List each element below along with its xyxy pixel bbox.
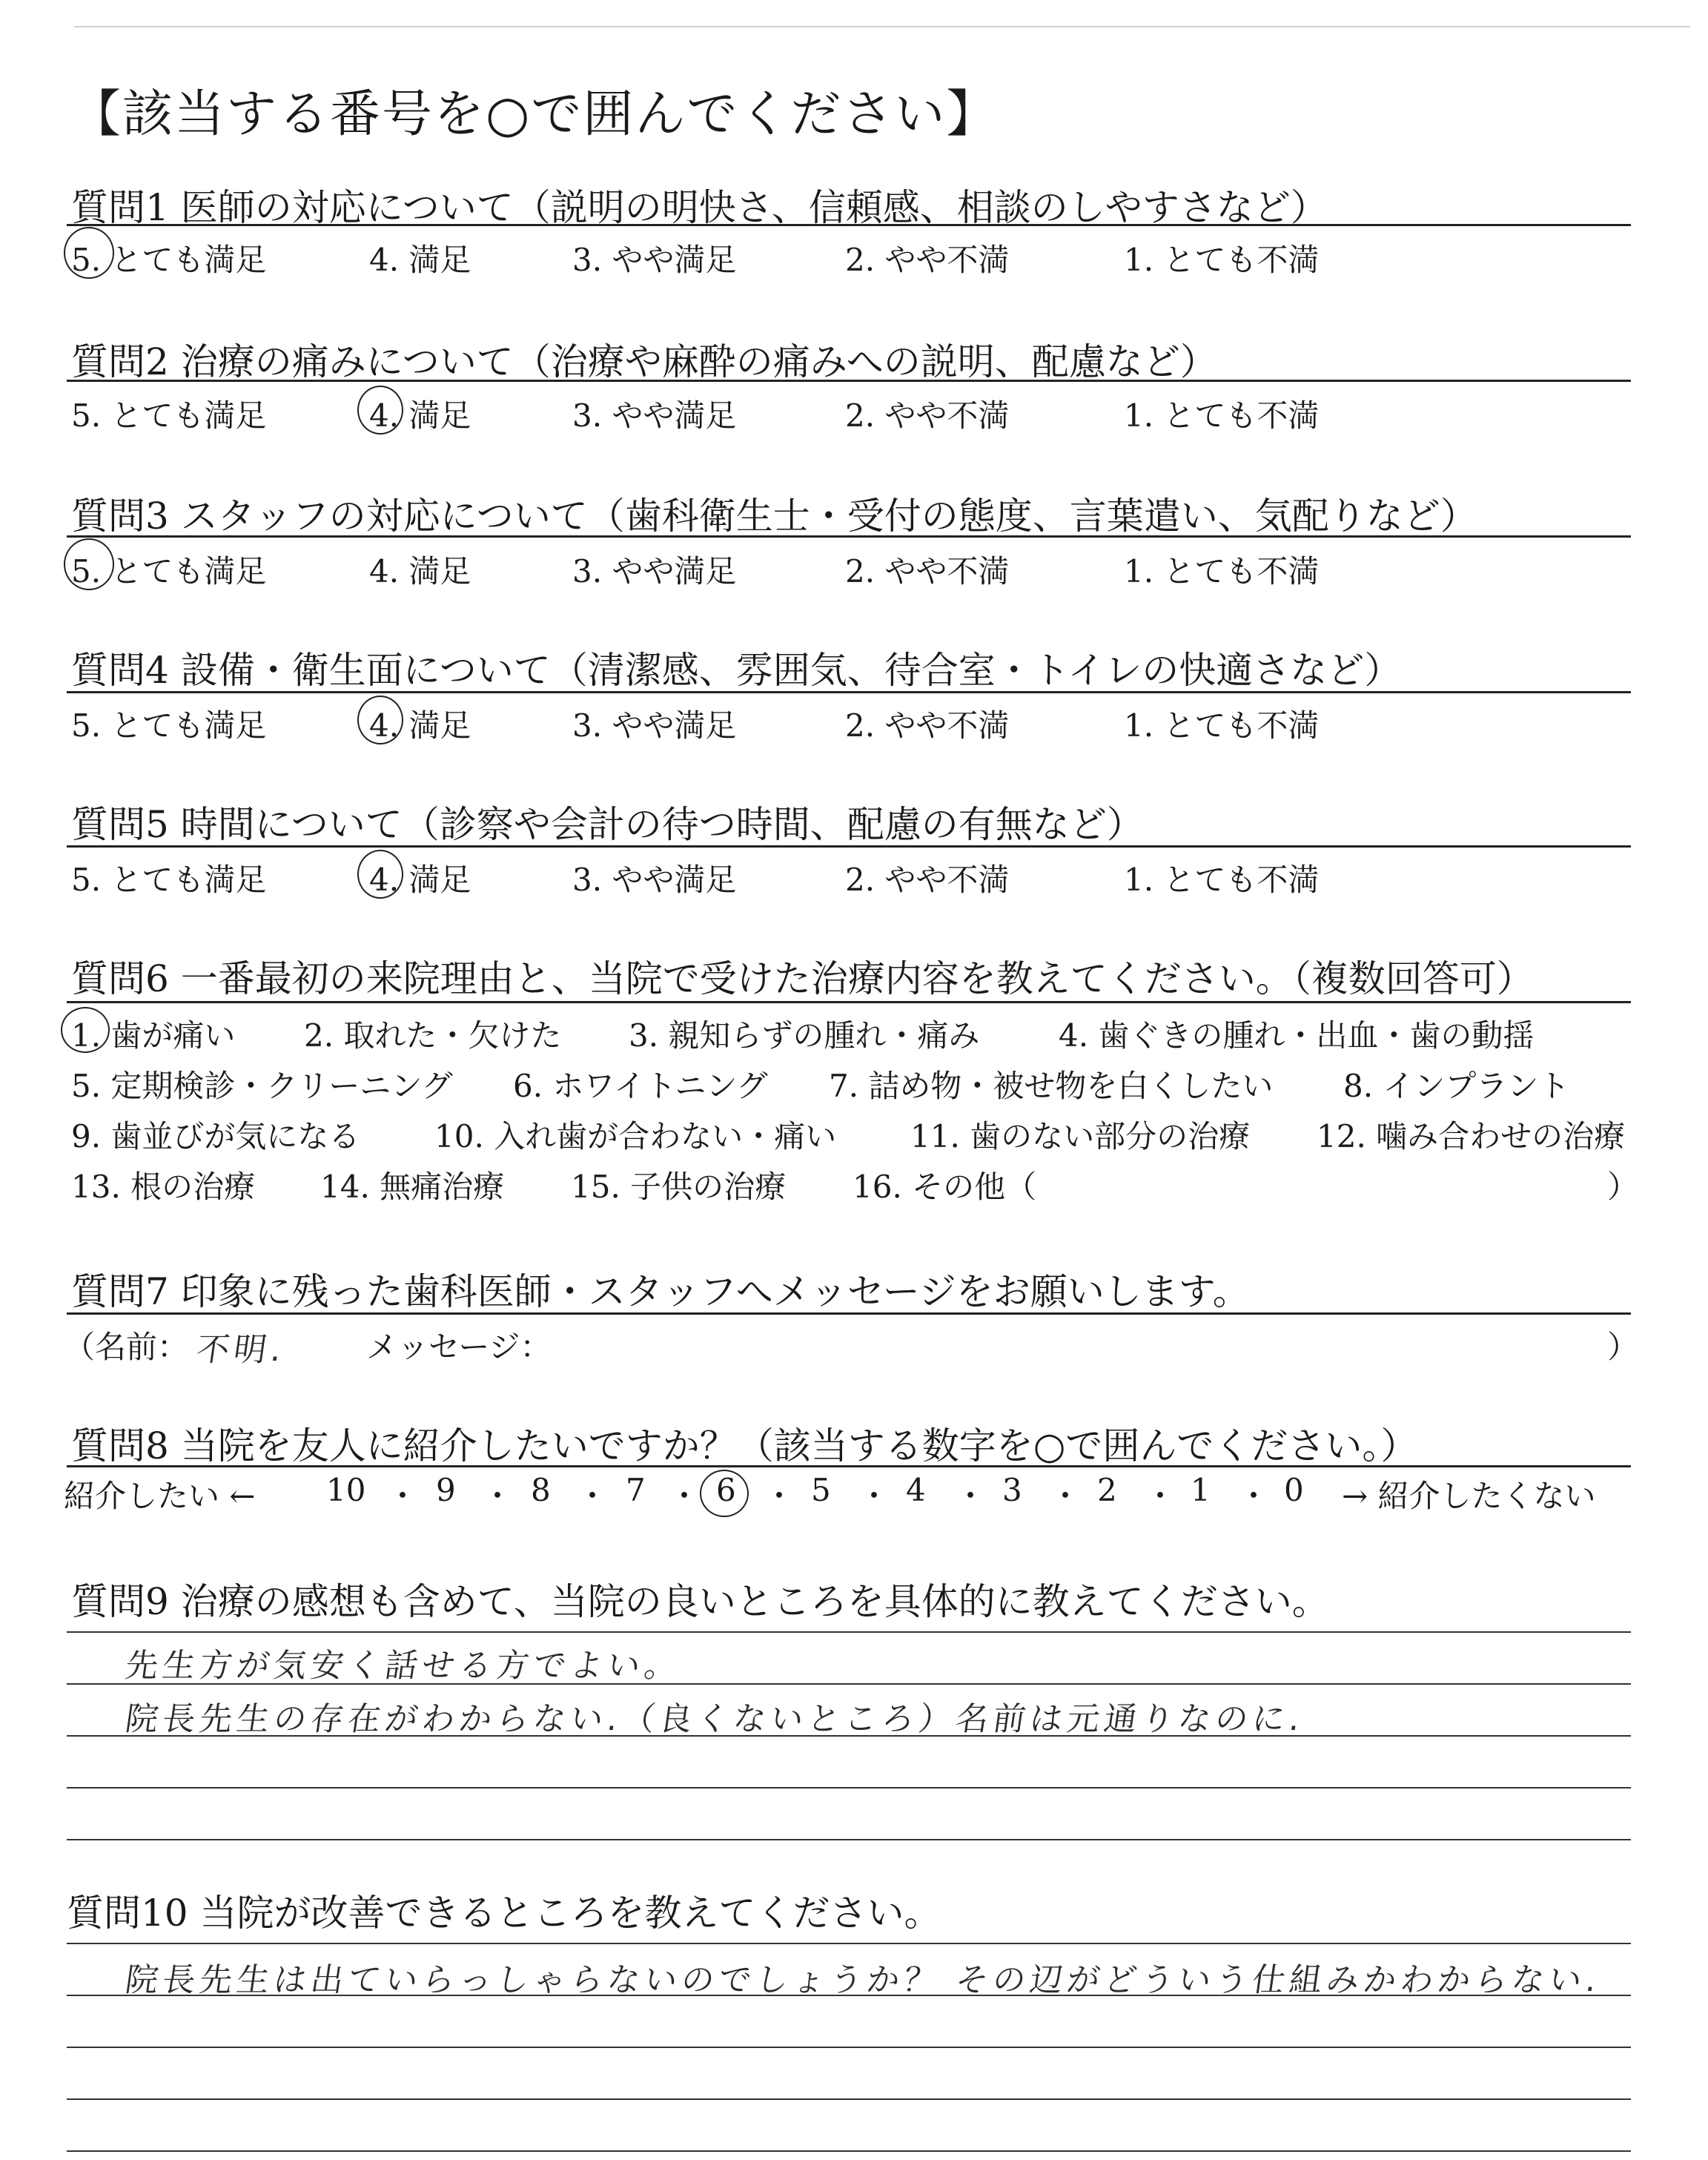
question-6-title: 質問6 一番最初の来院理由と、当院で受けた治療内容を教えてください。（複数回答可） bbox=[71, 957, 1534, 1000]
q8-right-label: → 紹介したくない bbox=[1342, 1478, 1596, 1514]
selection-circle bbox=[64, 538, 114, 590]
q8-scale-1[interactable]: 1 bbox=[1191, 1472, 1211, 1508]
q3-option-3[interactable]: 3. やや満足 bbox=[572, 553, 737, 589]
question-4-title: 質問4 設備・衛生面について（清潔感、雰囲気、待合室・トイレの快適さなど） bbox=[71, 649, 1402, 692]
q8-scale-2[interactable]: 2 bbox=[1097, 1472, 1117, 1508]
q4-option-2[interactable]: 2. やや不満 bbox=[845, 707, 1010, 744]
q7-name-label: （名前： bbox=[64, 1329, 189, 1365]
q10-answer-1[interactable]: 院長先生は出ていらっしゃらないのでしょうか？ その辺がどういう仕組みかわからない. bbox=[122, 1961, 1603, 1999]
question-7-rule bbox=[67, 1312, 1631, 1315]
question-7-title: 質問7 印象に残った歯科医師・スタッフへメッセージをお願いします。 bbox=[71, 1270, 1250, 1313]
page-title: 【該当する番号を○で囲んでください】 bbox=[70, 85, 999, 144]
q8-scale-separator: ・ bbox=[482, 1478, 514, 1514]
question-2-title: 質問2 治療の痛みについて（治療や麻酔の痛みへの説明、配慮など） bbox=[71, 340, 1217, 383]
q8-left-label: 紹介したい ← bbox=[64, 1478, 256, 1514]
q2-option-1[interactable]: 1. とても不満 bbox=[1124, 397, 1320, 434]
q2-option-3[interactable]: 3. やや満足 bbox=[572, 397, 737, 434]
question-3-rule bbox=[67, 535, 1631, 538]
q8-scale-separator: ・ bbox=[858, 1478, 890, 1514]
question-2-rule bbox=[67, 380, 1631, 382]
q6-option-2[interactable]: 2. 取れた・欠けた bbox=[304, 1017, 562, 1054]
q5-option-5[interactable]: 5. とても満足 bbox=[71, 862, 267, 898]
q10-line bbox=[67, 1943, 1631, 1944]
q9-line bbox=[67, 1787, 1631, 1789]
question-3-title: 質問3 スタッフの対応について（歯科衛生士・受付の態度、言葉遣い、気配りなど） bbox=[71, 495, 1477, 538]
q10-line bbox=[67, 1995, 1631, 1996]
selection-circle bbox=[357, 696, 403, 744]
q1-option-4[interactable]: 4. 満足 bbox=[369, 242, 471, 278]
q9-line bbox=[67, 1735, 1631, 1737]
q8-scale-separator: ・ bbox=[1145, 1478, 1176, 1514]
q4-option-3[interactable]: 3. やや満足 bbox=[572, 707, 737, 744]
q8-scale-9[interactable]: 9 bbox=[436, 1472, 456, 1508]
question-8-title: 質問8 当院を友人に紹介したいですか？（該当する数字を○で囲んでください。） bbox=[71, 1424, 1418, 1467]
selection-circle bbox=[357, 850, 403, 899]
selection-circle bbox=[64, 227, 114, 279]
q7-name-value[interactable]: 不明. bbox=[193, 1331, 288, 1369]
q2-option-4[interactable]: 4. 満足 bbox=[369, 397, 471, 434]
q8-scale-separator: ・ bbox=[955, 1478, 987, 1514]
q8-scale-separator: ・ bbox=[764, 1478, 795, 1514]
q8-scale-separator: ・ bbox=[1238, 1478, 1270, 1514]
q8-scale-0[interactable]: 0 bbox=[1284, 1472, 1304, 1508]
q2-option-2[interactable]: 2. やや不満 bbox=[845, 397, 1010, 434]
q1-option-3[interactable]: 3. やや満足 bbox=[572, 242, 737, 278]
q1-option-1[interactable]: 1. とても不満 bbox=[1124, 242, 1320, 278]
q10-line bbox=[67, 2098, 1631, 2100]
question-1-title: 質問1 医師の対応について（説明の明快さ、信頼感、相談のしやすさなど） bbox=[71, 186, 1328, 229]
q8-scale-separator: ・ bbox=[669, 1478, 701, 1514]
q4-option-5[interactable]: 5. とても満足 bbox=[71, 707, 267, 744]
q6-option-10[interactable]: 10. 入れ歯が合わない・痛い bbox=[434, 1118, 837, 1155]
q1-option-5[interactable]: 5. とても満足 bbox=[71, 242, 267, 278]
question-6-rule bbox=[67, 1001, 1631, 1003]
q9-line bbox=[67, 1683, 1631, 1685]
q9-line bbox=[67, 1631, 1631, 1633]
q8-scale-8[interactable]: 8 bbox=[531, 1472, 551, 1508]
q8-scale-separator: ・ bbox=[1050, 1478, 1082, 1514]
q4-option-4[interactable]: 4. 満足 bbox=[369, 707, 471, 744]
q6-option-9[interactable]: 9. 歯並びが気になる bbox=[71, 1118, 360, 1155]
q2-option-5[interactable]: 5. とても満足 bbox=[71, 397, 267, 434]
q5-option-2[interactable]: 2. やや不満 bbox=[845, 862, 1010, 898]
q10-line bbox=[67, 2150, 1631, 2152]
selection-circle bbox=[61, 1007, 110, 1053]
q6-option-1[interactable]: 1. 歯が痛い bbox=[71, 1017, 236, 1054]
question-10-title: 質問10 当院が改善できるところを教えてください。 bbox=[67, 1892, 941, 1935]
q5-option-3[interactable]: 3. やや満足 bbox=[572, 862, 737, 898]
q6-option-3[interactable]: 3. 親知らずの腫れ・痛み bbox=[629, 1017, 980, 1054]
question-4-rule bbox=[67, 691, 1631, 693]
q6-option-6[interactable]: 6. ホワイトニング bbox=[513, 1068, 768, 1104]
q3-option-1[interactable]: 1. とても不満 bbox=[1124, 553, 1320, 589]
q7-message-label: メッセージ： bbox=[366, 1329, 552, 1365]
selection-circle bbox=[700, 1470, 749, 1517]
question-5-title: 質問5 時間について（診察や会計の待つ時間、配慮の有無など） bbox=[71, 803, 1144, 846]
question-1-rule bbox=[67, 224, 1631, 226]
q8-scale-5[interactable]: 5 bbox=[811, 1472, 831, 1508]
q10-line bbox=[67, 2047, 1631, 2048]
q3-option-4[interactable]: 4. 満足 bbox=[369, 553, 471, 589]
q5-option-1[interactable]: 1. とても不満 bbox=[1124, 862, 1320, 898]
q6-option-12[interactable]: 12. 噛み合わせの治療 bbox=[1317, 1118, 1626, 1155]
q6-option-4[interactable]: 4. 歯ぐきの腫れ・出血・歯の動揺 bbox=[1059, 1017, 1535, 1054]
q6-option-7[interactable]: 7. 詰め物・被せ物を白くしたい bbox=[829, 1068, 1274, 1104]
q4-option-1[interactable]: 1. とても不満 bbox=[1124, 707, 1320, 744]
q8-scale-7[interactable]: 7 bbox=[626, 1472, 646, 1508]
question-5-rule bbox=[67, 845, 1631, 848]
q5-option-4[interactable]: 4. 満足 bbox=[369, 862, 471, 898]
q8-scale-10[interactable]: 10 bbox=[326, 1472, 366, 1508]
question-9-title: 質問9 治療の感想も含めて、当院の良いところを具体的に教えてください。 bbox=[71, 1580, 1329, 1623]
question-8-rule bbox=[67, 1465, 1631, 1467]
q8-scale-6[interactable]: 6 bbox=[716, 1472, 736, 1508]
q7-close: ） bbox=[1607, 1329, 1639, 1365]
q8-scale-separator: ・ bbox=[387, 1478, 419, 1514]
top-border bbox=[74, 26, 1690, 27]
q3-option-2[interactable]: 2. やや不満 bbox=[845, 553, 1010, 589]
q1-option-2[interactable]: 2. やや不満 bbox=[845, 242, 1010, 278]
q6-option-14[interactable]: 14. 無痛治療 bbox=[320, 1169, 505, 1205]
q8-scale-4[interactable]: 4 bbox=[906, 1472, 926, 1508]
q8-scale-3[interactable]: 3 bbox=[1002, 1472, 1022, 1508]
q6-option-15[interactable]: 15. 子供の治療 bbox=[571, 1169, 787, 1205]
q9-answer-2[interactable]: 院長先生の存在がわからない.（良くないところ）名前は元通りなのに. bbox=[122, 1700, 1307, 1738]
selection-circle bbox=[357, 386, 403, 435]
q9-line bbox=[67, 1839, 1631, 1840]
q6-option-13[interactable]: 13. 根の治療 bbox=[71, 1169, 256, 1205]
q6-option-5[interactable]: 5. 定期検診・クリーニング bbox=[71, 1068, 453, 1104]
q8-scale-separator: ・ bbox=[577, 1478, 609, 1514]
q9-answer-1[interactable]: 先生方が気安く話せる方でよい。 bbox=[122, 1647, 684, 1685]
q6-option-8[interactable]: 8. インプラント bbox=[1343, 1068, 1570, 1104]
q6-option-16[interactable]: 16. その他（ bbox=[853, 1169, 1037, 1205]
q3-option-5[interactable]: 5. とても満足 bbox=[71, 553, 267, 589]
q6-other-close: ） bbox=[1607, 1169, 1639, 1205]
q6-option-11[interactable]: 11. 歯のない部分の治療 bbox=[910, 1118, 1251, 1155]
